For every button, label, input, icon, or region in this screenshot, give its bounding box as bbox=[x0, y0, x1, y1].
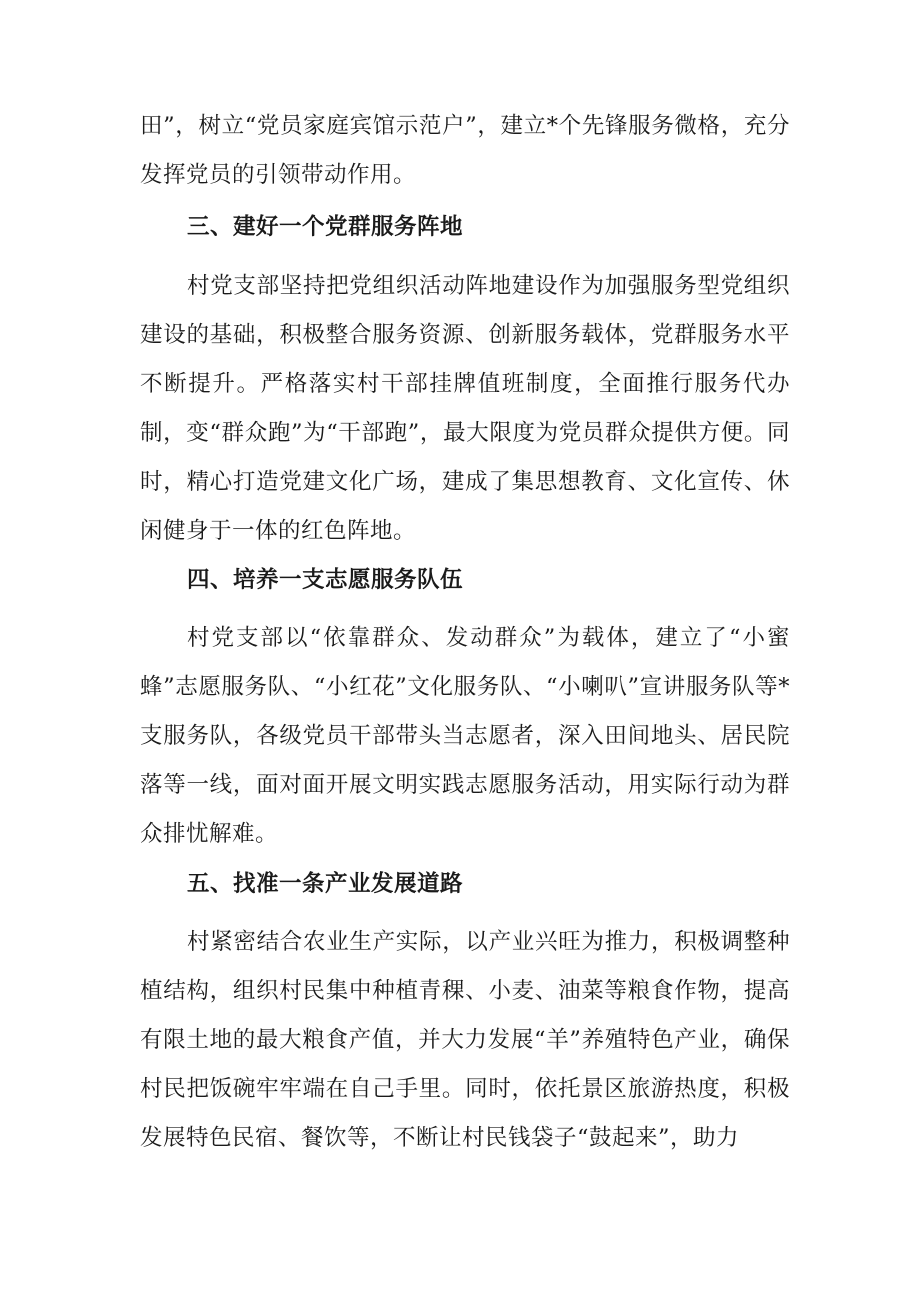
section-5-heading: 五、找准一条产业发展道路 bbox=[187, 871, 464, 897]
section-3-heading: 三、建好一个党群服务阵地 bbox=[187, 214, 464, 240]
section-4-paragraph: 村党支部以“依靠群众、发动群众”为载体，建立了“小蜜蜂”志愿服务队、“小红花”文化服务队、“小喇叭”宣讲服务队等*支服务队，各级党员干部带头当志愿者，深入田间地头、居民院落等一线，面对面开展文明实践志愿服务活动，用实际行动为群众排忧解难。 bbox=[140, 625, 790, 847]
intro-continuation-paragraph: 田”，树立“党员家庭宾馆示范户”，建立*个先锋服务微格，充分发挥党员的引领带动作用。 bbox=[140, 113, 790, 188]
section-5-paragraph: 村紧密结合农业生产实际，以产业兴旺为推力，积极调整种植结构，组织村民集中种植青稞、小麦、油菜等粮食作物，提高有限土地的最大粮食产值，并大力发展“羊”养殖特色产业，确保村民把饭碗牢牢端在自己手里。同时，依托景区旅游热度，积极发展特色民宿、餐饮等，不断让村民钱袋子“鼓起来”，助力 bbox=[140, 929, 790, 1151]
section-4-heading: 四、培养一支志愿服务队伍 bbox=[187, 567, 464, 593]
section-3-paragraph: 村党支部坚持把党组织活动阵地建设作为加强服务型党组织建设的基础，积极整合服务资源、创新服务载体，党群服务水平不断提升。严格落实村干部挂牌值班制度，全面推行服务代办制，变“群众跑”为“干部跑”，最大限度为党员群众提供方便。同时，精心打造党建文化广场，建成了集思想教育、文化宣传、休闲健身于一体的红色阵地。 bbox=[140, 273, 790, 544]
